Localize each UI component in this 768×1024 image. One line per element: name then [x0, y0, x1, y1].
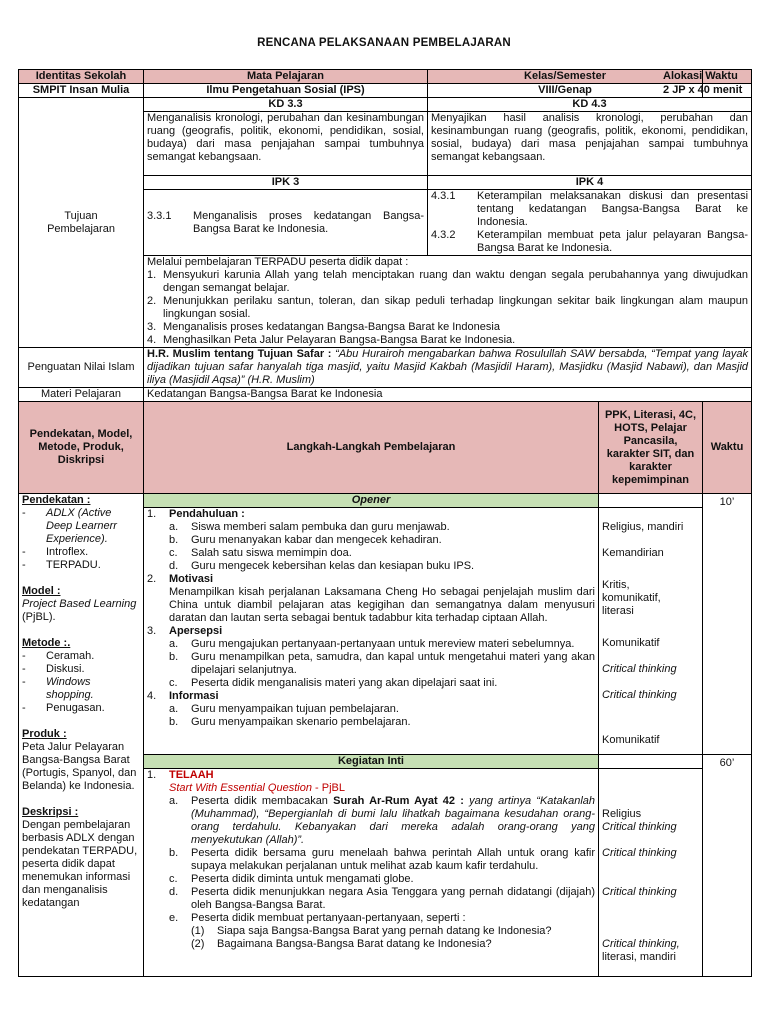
- goals-cell: Melalui pembelajaran TERPADU peserta didik dapat : 1. Mensyukuri karunia Allah yang telah menciptakan ruang dan waktu dengan segala perubahannya yang diwujudkan dengan semangat belajar. 2. Menunjukkan perilaku santun, toleran, dan sikap peduli terhadap lingkungan sekitar baik lingkungan alam maupun lingkungan sosial. 3. Menganalisis proses kedatangan Bangsa-Bangsa Barat ke Indonesia 4. Menghasilkan Peta Jalur Pelayaran Bangsa-Bangsa Barat ke Indonesia.: [144, 256, 752, 348]
- penguatan-text: H.R. Muslim tentang Tujuan Safar : “Abu Hurairoh mengabarkan bahwa Rosulullah SAW bersabda, “Tempat yang layak dijadikan tujuan safar hanyalah tiga masjid, yaitu Masjid Kakbah (Masjidil Haram), Masjidku (Masjid Nabawi), dan Masjid iliya (Masjidil Aqsa)” (H.R. Muslim): [144, 348, 752, 388]
- school-name: SMPIT Insan Mulia: [19, 84, 144, 98]
- inti-char-header: [599, 755, 703, 769]
- ipk4-label: IPK 4: [428, 176, 752, 190]
- inti-characters: Religius Critical thinking Critical thinking Critical thinking Critical thinking, literasi, mandiri: [599, 769, 703, 977]
- kd33-text: Menganalisis kronologi, perubahan dan kesinambungan ruang (geografis, politik, ekonomi, pendidikan, sosial, budaya) dari masa penjajahan sampai tumbuhnya semangat kebangsaan.: [144, 112, 428, 176]
- header-identitas: Identitas Sekolah: [19, 70, 144, 84]
- header-kelas: Kelas/Semester: [428, 70, 703, 84]
- inti-steps: 1. TELAAH Start With Essential Question - PjBL a. Peserta didik membacakan Surah Ar-Rum Ayat 42 : yang artinya “Katakanlah (Muhammad), “Bepergianlah di bumi lalu lihatkah bagaimana kesudahan orang-orang terdahulu. Kebanyakan dari mereka adalah orang-orang yang menyekutukan (Allah)”. b. Peserta didik bersama guru menelaah bahwa perintah Allah untuk orang kafir supaya melakukan perjalanan untuk melihat azab kaum kafir terdahulu. c. Peserta didik diminta untuk mengamati globe. d. Peserta didik menunjukkan negara Asia Tenggara yang pernah didatangi (dijajah) oleh Bangsa-Bangsa Barat. e. Peserta didik membuat pertanyaan-pertanyaan, seperti : (1) Siapa saja Bangsa-Bangsa Barat yang pernah datang ke Indonesia? (2) Bagaimana Bangsa-Bangsa Barat datang ke Indonesia?: [144, 769, 599, 977]
- opener-steps: 1. Pendahuluan : a. Siswa memberi salam pembuka dan guru menjawab. b. Guru menanyakan kabar dan mengecek kehadiran. c. Salah satu siswa memimpin doa. d. Guru mengecek kebersihan kelas dan kesiapan buku IPS. 2. Motivasi Menampilkan kisah perjalanan Laksamana Cheng Ho sebagai penjelajah muslim dari China untuk diambil pelajaran atas kegigihan dan semangatnya dalam menyusuri daratan dan lautan serta sebagai bentuk tadabbur kita terhadap ciptaan Allah. 3. Apersepsi a. Guru mengajukan pertanyaan-pertanyaan untuk mereview materi sebelumnya. b. Guru menampilkan peta, samudra, dan kapal untuk mengetahui materi yang akan dipelajari selanjutnya. c. Peserta didik menganalisis materi yang akan dipelajari saat ini. 4. Informasi a. Guru menyampaikan tujuan pembelajaran. b. Guru menyampaikan skenario pembelajaran.: [144, 508, 599, 755]
- kd-header-row: [19, 98, 752, 112]
- steps-col1-header: Pendekatan, Model, Metode, Produk, Diskripsi: [19, 402, 144, 494]
- opener-time: 10’: [703, 494, 752, 755]
- left-description-cell: Pendekatan : - ADLX (Active Deep Learnerr Experience). - Introflex. - TERPADU. Model : Project Based Learning (PjBL). Metode :. - Ceramah. - Diskusi. - Windows shopping. - Penugasan. Produk : Peta Jalur Pelayaran Bangsa-Bangsa Barat (Portugis, Spanyol, dan Belanda) ke Indonesia. Deskripsi : Dengan pembelajaran berbasis ADLX dengan pendekatan TERPADU, peserta didik dapat menemukan informasi dan menganalisis kedatangan: [19, 494, 144, 977]
- materi-row: [19, 388, 752, 402]
- steps-header-row: [19, 402, 752, 494]
- class-semester: VIII/Genap: [428, 84, 703, 98]
- steps-col4-header: Waktu: [703, 402, 752, 494]
- ipk3-label: IPK 3: [144, 176, 428, 190]
- ipk4-text: 4.3.1 Keterampilan melaksanakan diskusi dan presentasi tentang kedatangan Bangsa-Bangsa Barat ke Indonesia. 4.3.2 Keterampilan membuat peta jalur pelayaran Bangsa-Bangsa Barat ke Indonesia.: [428, 190, 752, 256]
- opener-char-header: [599, 494, 703, 508]
- steps-col3-header: PPK, Literasi, 4C, HOTS, Pelajar Pancasila, karakter SIT, dan karakter kepemimpinan: [599, 402, 703, 494]
- penguatan-label: Penguatan Nilai Islam: [19, 348, 144, 388]
- penguatan-row: [19, 348, 752, 388]
- inti-time: 60’: [703, 755, 752, 977]
- goals-intro: Melalui pembelajaran TERPADU peserta didik dapat :: [147, 256, 409, 268]
- opener-characters: Religius, mandiri Kemandirian Kritis, komunikatif, literasi Komunikatif Critical thinking Critical thinking Komunikatif: [599, 508, 703, 755]
- kd43-text: Menyajikan hasil analisis kronologi, perubahan dan kesinambungan ruang (geografis, politik, ekonomi, pendidikan, sosial, budaya) dari masa penjajahan sampai tumbuhnya semangat kebangsaan.: [428, 112, 752, 176]
- ipk3-text: 3.3.1 Menganalisis proses kedatangan Bangsa-Bangsa Barat ke Indonesia.: [144, 190, 428, 256]
- identity-value-row: [19, 84, 752, 98]
- materi-label: Materi Pelajaran: [19, 388, 144, 402]
- opener-label-row: [19, 494, 752, 508]
- header-alokasi: Alokasi Waktu: [703, 70, 752, 84]
- header-mapel: Mata Pelajaran: [144, 70, 428, 84]
- kd33-label: KD 3.3: [144, 98, 428, 112]
- tujuan-label: Tujuan Pembelajaran: [19, 98, 144, 348]
- kd43-label: KD 4.3: [428, 98, 752, 112]
- steps-col2-header: Langkah-Langkah Pembelajaran: [144, 402, 599, 494]
- rpp-table: [18, 69, 752, 977]
- subject-name: Ilmu Pengetahuan Sosial (IPS): [144, 84, 428, 98]
- materi-text: Kedatangan Bangsa-Bangsa Barat ke Indonesia: [144, 388, 752, 402]
- document-title: RENCANA PELAKSANAAN PEMBELAJARAN: [257, 37, 511, 49]
- opener-label: Opener: [144, 494, 599, 508]
- identity-header-row: [19, 70, 752, 84]
- time-allocation: 2 JP x 40 menit: [703, 84, 752, 98]
- inti-label: Kegiatan Inti: [144, 755, 599, 769]
